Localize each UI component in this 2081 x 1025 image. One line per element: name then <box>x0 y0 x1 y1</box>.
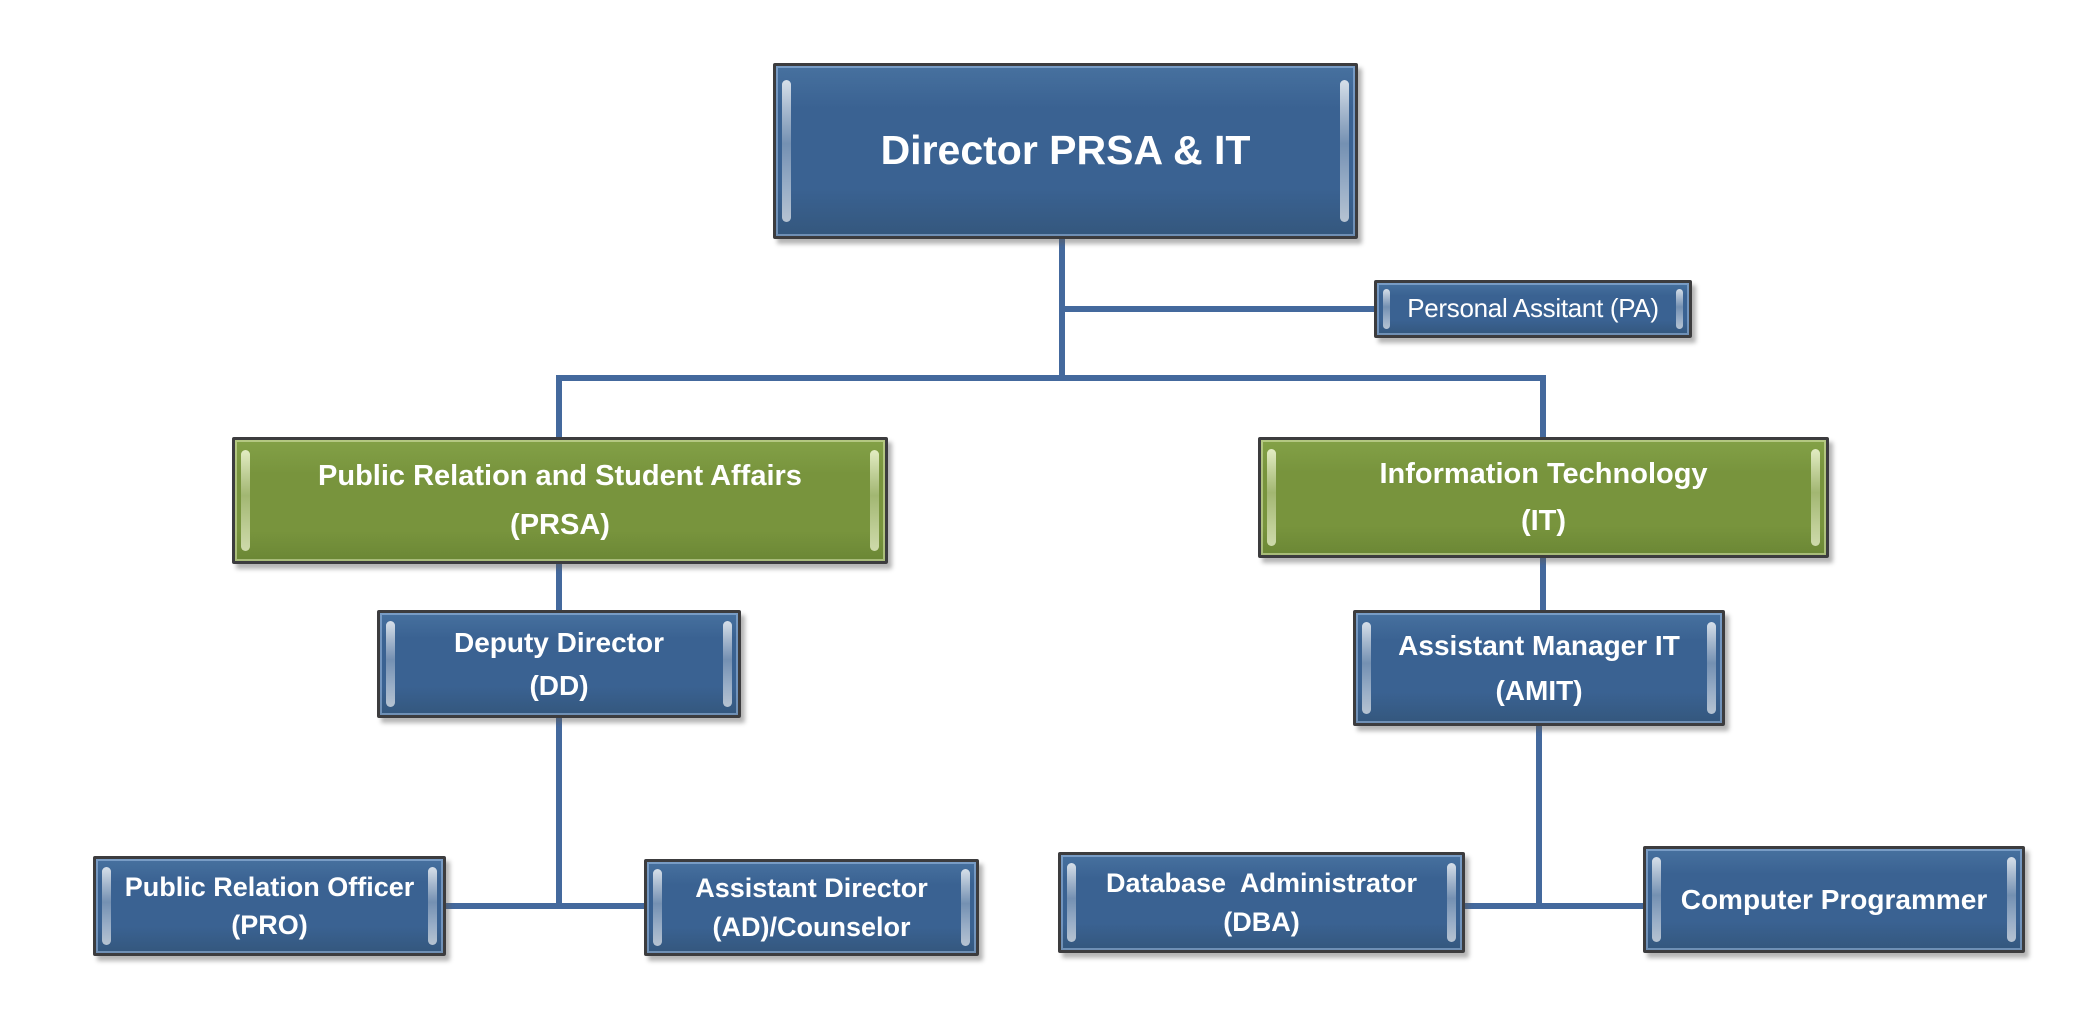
connector-drop-to-prsa <box>556 378 562 437</box>
node-computer-programmer <box>1643 846 2025 953</box>
connector-personal-assistant-branch <box>1062 306 1374 312</box>
node-amit-label-line2: (AMIT) <box>1495 674 1583 706</box>
node-dba-label-line1: Database Administrator <box>1105 868 1418 899</box>
node-assistant-manager-it <box>1353 610 1725 726</box>
connector-assistant-manager-down <box>1536 724 1542 906</box>
node-amit-label-line1: Assistant Manager IT <box>1398 630 1680 662</box>
connector-drop-to-it <box>1540 378 1546 437</box>
connector-prsa-to-deputy-director <box>556 562 562 610</box>
node-public-relation-officer <box>93 856 446 956</box>
node-personal-assistant <box>1374 280 1692 338</box>
node-prsa-label-line2: (PRSA) <box>510 509 610 541</box>
node-information-technology <box>1258 437 1829 558</box>
node-personal-assistant-label: Personal Assitant (PA) <box>1407 293 1659 324</box>
node-dba-label-line2: (DBA) <box>1223 906 1300 937</box>
node-pro-label-line1: Public Relation Officer <box>124 871 415 902</box>
node-ad-label-line1: Assistant Director <box>695 873 928 904</box>
node-database-administrator <box>1058 852 1465 953</box>
node-prsa-label-line1: Public Relation and Student Affairs <box>318 459 802 492</box>
node-public-relation-student-affairs <box>232 437 888 564</box>
connector-pro-ad <box>446 903 644 909</box>
node-deputy-director <box>377 610 741 718</box>
node-computer-programmer-label: Computer Programmer <box>1680 883 1988 915</box>
node-ad-label-line2: (AD)/Counselor <box>712 911 911 942</box>
node-it-label-line1: Information Technology <box>1379 457 1708 490</box>
node-director-label: Director PRSA & IT <box>880 127 1251 174</box>
node-pro-label-line2: (PRO) <box>231 910 308 940</box>
node-director-prsa-it <box>773 63 1358 239</box>
node-deputy-director-label-line2: (DD) <box>529 670 589 701</box>
connector-it-to-assistant-manager <box>1540 556 1546 610</box>
connector-main-tee <box>556 375 1546 381</box>
node-assistant-director-counselor <box>644 859 979 956</box>
connector-dba-programmer <box>1465 903 1643 909</box>
node-deputy-director-label-line1: Deputy Director <box>453 626 665 658</box>
connector-deputy-director-down <box>556 716 562 906</box>
node-it-label-line2: (IT) <box>1520 505 1567 537</box>
